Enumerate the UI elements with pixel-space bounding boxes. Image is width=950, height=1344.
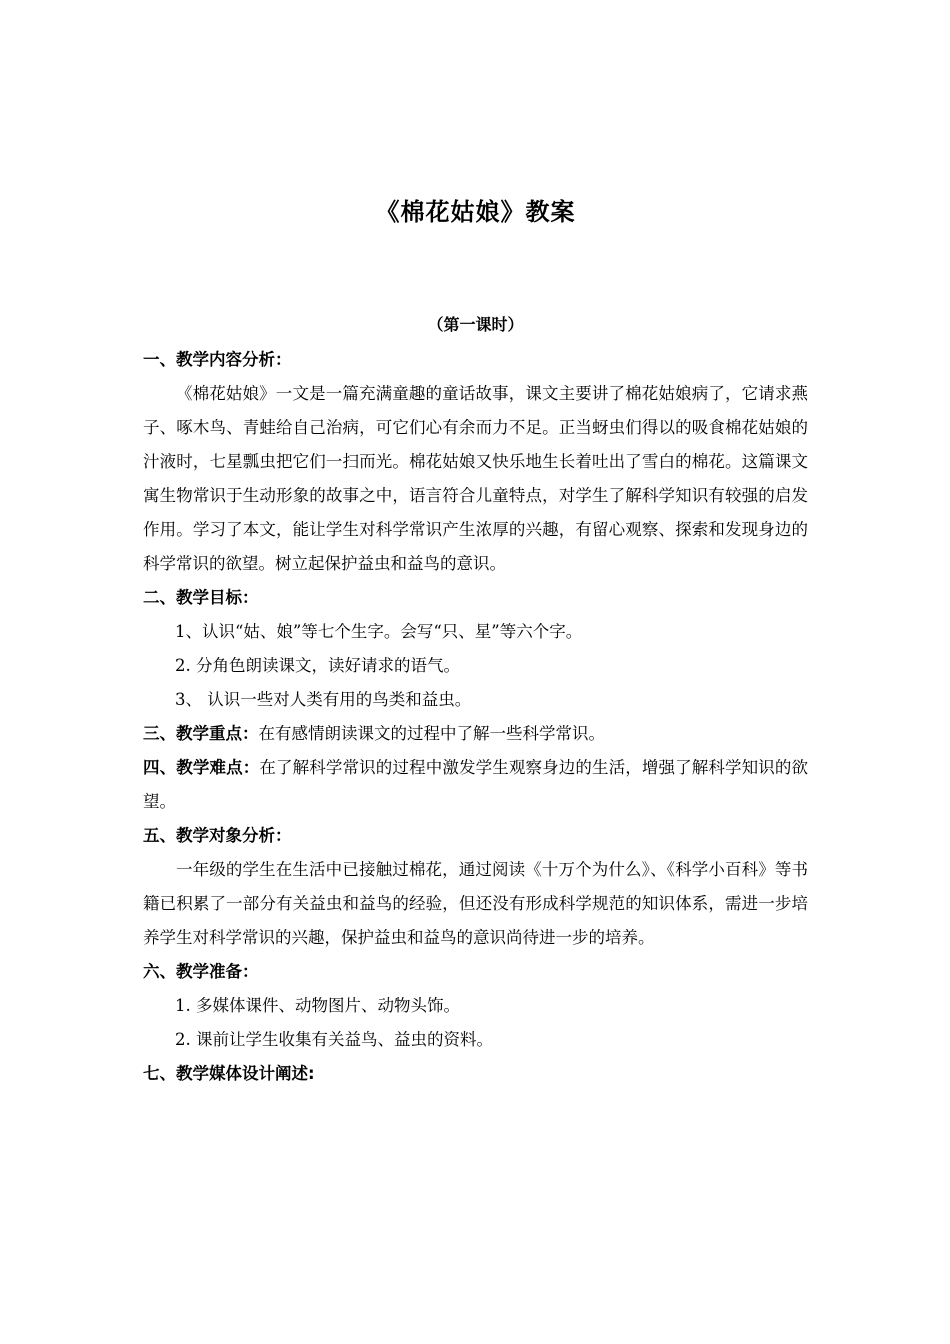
objective-item: 2. 分角色朗读课文，读好请求的语气。 [175, 656, 460, 675]
document-title: 《棉花姑娘》教案 [375, 198, 576, 226]
section-heading-media-design: 七、教学媒体设计阐述: [143, 1064, 315, 1083]
section-heading-preparation: 六、教学准备： [143, 962, 259, 981]
objective-item: 3、 认识一些对人类有用的鸟类和益虫。 [175, 690, 472, 709]
content-analysis-paragraph: 《棉花姑娘》一文是一篇充满童趣的童话故事，课文主要讲了棉花姑娘病了，它请求燕子、啄木鸟、青蛙给自己治病，可它们心有余而力不足。正当蚜虫们得以的吸食棉花姑娘的汁液时，七星瓢虫把它们一扫而光。棉花姑娘又快乐地生长着吐出了雪白的棉花。这篇课文寓生物常识于生动形象的故事之中，语言符合儿童特点，对学生了解科学知识有较强的启发作用。学习了本文，能让学生对科学常识产生浓厚的兴趣，有留心观察、探索和发现身边的科学常识的欲望。树立起保护益虫和益鸟的意识。 [143, 384, 808, 573]
section-heading-key-points: 三、教学重点： [143, 724, 259, 743]
key-points-text: 在有感情朗读课文的过程中了解一些科学常识。 [258, 724, 605, 743]
student-analysis-paragraph: 一年级的学生在生活中已接触过棉花，通过阅读《十万个为什么》、《科学小百科》等书籍已积累了一部分有关益虫和益鸟的经验，但还没有形成科学规范的知识体系，需进一步培养学生对科学常识的兴趣，保护益虫和益鸟的意识尚待进一步的培养。 [143, 860, 808, 947]
difficulties-text: 在了解科学常识的过程中激发学生观察身边的生活，增强了解科学知识的欲望。 [143, 758, 809, 811]
key-points-line [143, 717, 808, 751]
objective-item: 1、认识“姑、娘”等七个生字。会写“只、星”等六个字。 [175, 622, 583, 641]
section-heading-difficulties: 四、教学难点： [143, 758, 260, 777]
preparation-item: 1. 多媒体课件、动物图片、动物头饰。 [175, 996, 460, 1015]
section-heading-objectives: 二、教学目标： [143, 588, 259, 607]
preparation-item: 2. 课前让学生收集有关益鸟、益虫的资料。 [175, 1030, 493, 1049]
document-body [143, 343, 808, 1091]
section-heading-student-analysis: 五、教学对象分析： [143, 826, 292, 845]
lesson-period: （第一课时） [427, 315, 524, 334]
difficulties-line [143, 751, 808, 819]
section-heading-content-analysis: 一、教学内容分析： [143, 350, 292, 369]
